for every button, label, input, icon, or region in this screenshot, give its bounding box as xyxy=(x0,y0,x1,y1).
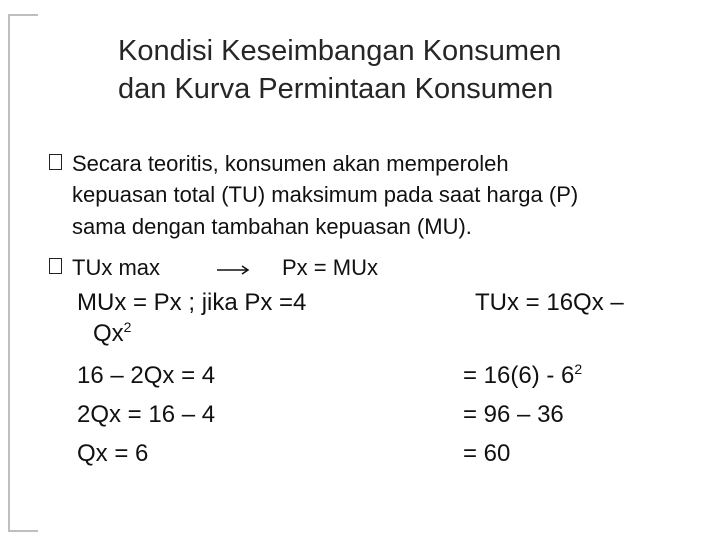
equation-right-2-base: = 16(6) - 6 xyxy=(463,362,575,389)
frame-border-top xyxy=(8,14,38,16)
equation-left-2-base: Qx xyxy=(93,320,124,347)
equation-left-3: 16 – 2Qx = 4 xyxy=(77,362,216,389)
title-line-2: dan Kurva Permintaan Konsumen xyxy=(118,73,554,105)
frame-border-bottom xyxy=(8,530,38,532)
right-arrow-icon xyxy=(217,265,251,275)
equation-right-1: TUx = 16Qx – xyxy=(475,289,624,316)
equation-left-4: 2Qx = 16 – 4 xyxy=(77,401,216,428)
equation-right-4: = 60 xyxy=(463,440,511,467)
slide-title xyxy=(118,32,678,108)
equation-right-3: = 96 – 36 xyxy=(463,401,564,428)
bullet-1-line-2: kepuasan total (TU) maksimum pada saat harga (P) xyxy=(72,182,579,207)
equation-left-2-exponent: 2 xyxy=(123,319,132,335)
equation-left-2 xyxy=(93,316,131,352)
equation-left-1: MUx = Px ; jika Px =4 xyxy=(77,289,307,316)
bullet-box-icon xyxy=(49,154,62,170)
bullet-box-icon xyxy=(49,258,62,274)
frame-border-left xyxy=(8,14,10,532)
bullet-1-line-1: Secara teoritis, konsumen akan memperoleh xyxy=(72,151,509,176)
equation-left-5: Qx = 6 xyxy=(77,440,149,467)
equation-right-2-exponent: 2 xyxy=(574,361,583,377)
equation-right-2 xyxy=(463,358,582,394)
bullet-1-line-3: sama dengan tambahan kepuasan (MU). xyxy=(72,214,472,239)
bullet-2-right: Px = MUx xyxy=(282,255,378,280)
title-line-1: Kondisi Keseimbangan Konsumen xyxy=(118,35,562,67)
bullet-2-left: TUx max xyxy=(72,255,160,280)
